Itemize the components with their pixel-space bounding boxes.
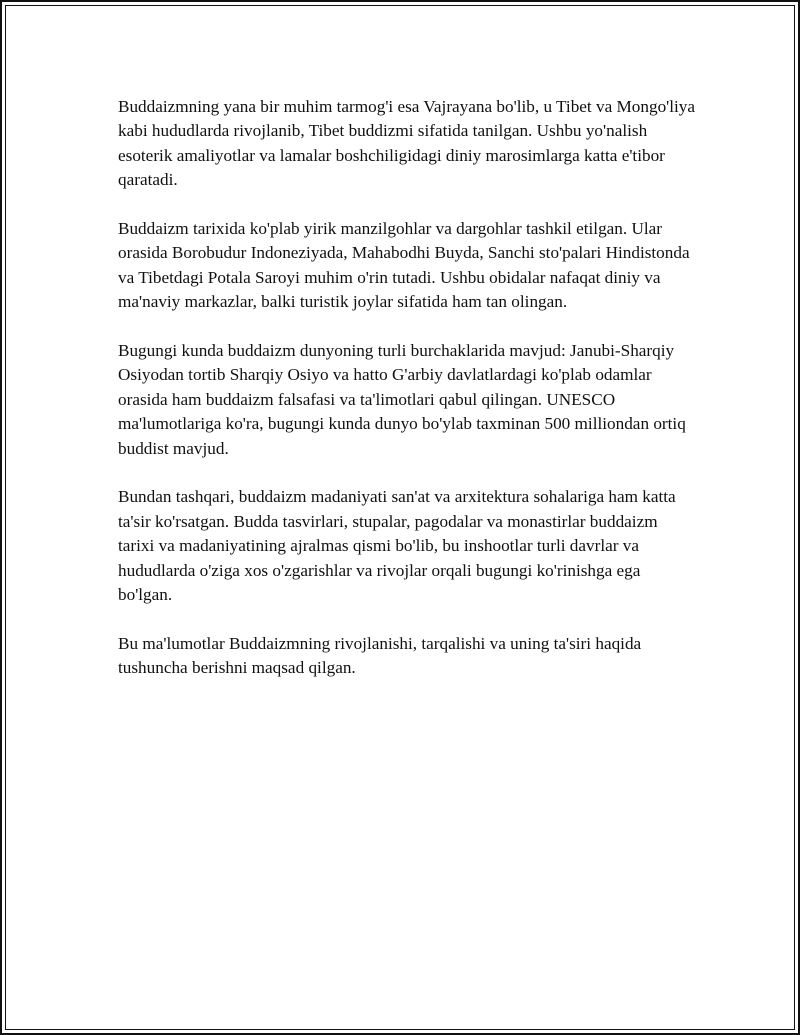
paragraph-vajrayana: Buddaizmning yana bir muhim tarmog'i esa Vajrayana bo'lib, u Tibet va Mongo'liya kabi hududlarda rivojlanib, Tibet buddizmi sifatida tanilgan. Ushbu yo'nalish esoterik amaliyotlar va lamalar boshchiligidagi diniy marosimlarga katta e'tibor qaratadi. bbox=[118, 97, 696, 190]
paragraph-sites: Buddaizm tarixida ko'plab yirik manzilgohlar va dargohlar tashkil etilgan. Ular orasida Borobudur Indoneziyada, Mahabodhi Buyda, Sanchi sto'palari Hindistonda va Tibetdagi Potala Saroyi muhim o'rin tutadi. Ushbu obidalar nafaqat diniy va ma'naviy markazlar, balki turistik joylar sifatida ham tan olingan. bbox=[118, 219, 690, 312]
paragraph-culture: Bundan tashqari, buddaizm madaniyati san'at va arxitektura sohalariga ham katta ta'sir ko'rsatgan. Budda tasvirlari, stupalar, pagodalar va monastirlar buddaizm tarixi va madaniyatining ajralmas qismi bo'lib, bu inshootlar turli davrlar va hududlarda o'ziga xos o'zgarishlar va rivojlar orqali bugungi ko'rinishga ega bo'lgan. bbox=[118, 487, 676, 605]
paragraph-today: Bugungi kunda buddaizm dunyoning turli burchaklarida mavjud: Janubi-Sharqiy Osiyodan tortib Sharqiy Osiyo va hatto G'arbiy davlatlardagi ko'plab odamlar orasida ham buddaizm falsafasi va ta'limotlari qabul qilingan. UNESCO ma'lumotlariga ko'ra, bugungi kunda dunyo bo'ylab taxminan 500 milliondan ortiq buddist mavjud. bbox=[118, 341, 686, 458]
paragraph-conclusion: Bu ma'lumotlar Buddaizmning rivojlanishi, tarqalishi va uning ta'siri haqida tushuncha berishni maqsad qilgan. bbox=[118, 633, 642, 678]
document-body bbox=[118, 95, 698, 705]
